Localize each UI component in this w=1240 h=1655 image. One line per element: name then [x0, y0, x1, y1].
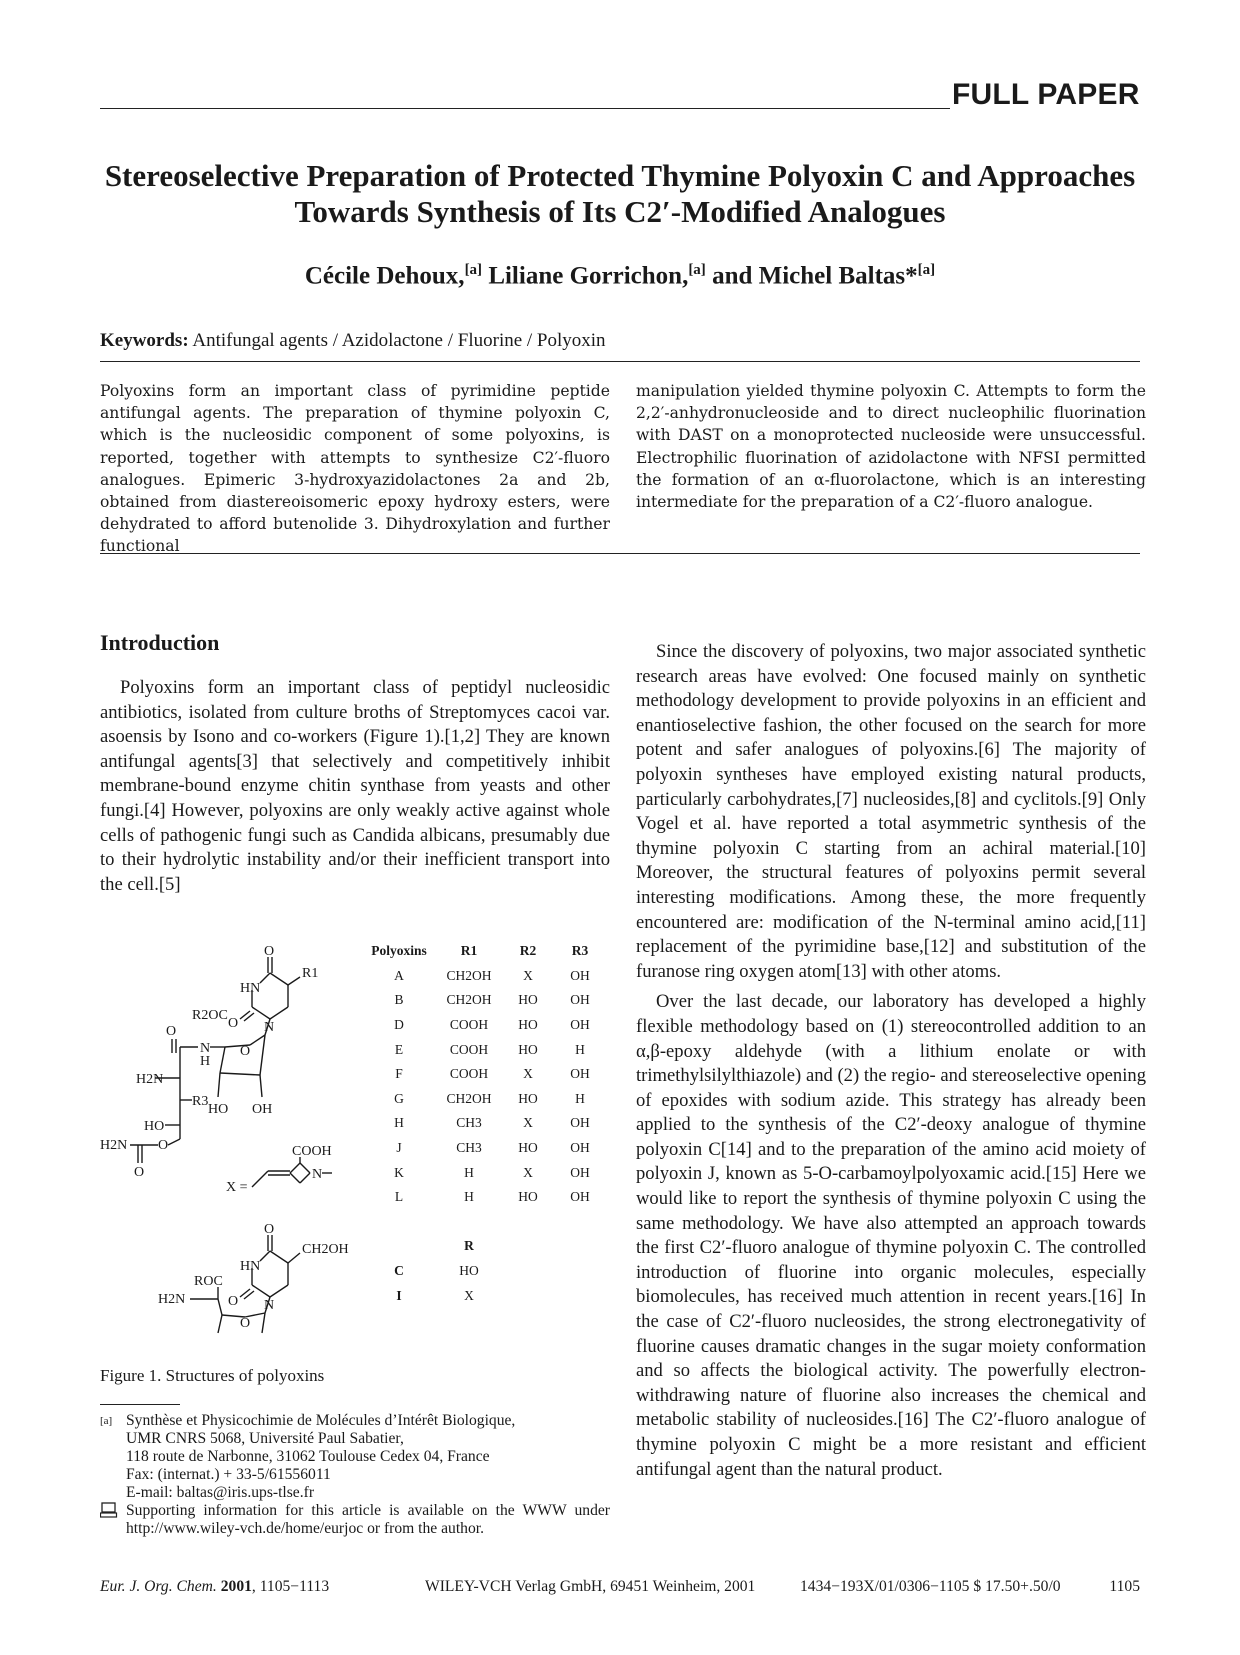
abstract-bottom-rule: [100, 553, 1140, 554]
table-cell: OH: [570, 967, 590, 983]
affiliation-line: E-mail: baltas@iris.ups-tlse.fr: [126, 1484, 315, 1501]
affiliation-line: Synthèse et Physicochimie de Molécules d’Intérêt Biologique,: [126, 1412, 516, 1429]
table-spacer: [362, 1210, 606, 1235]
struct-label: COOH: [292, 1144, 332, 1159]
table-cell: CH3: [456, 1115, 482, 1131]
section-label: FULL PAPER: [952, 78, 1140, 111]
column-header: R2: [519, 943, 537, 959]
table-cell: E: [394, 1041, 404, 1057]
table-cell: CH3: [456, 1140, 482, 1156]
page-number: 1105: [1109, 1578, 1140, 1595]
table-cell: OH: [570, 1017, 590, 1033]
struct-label: N: [200, 1041, 211, 1056]
column-header: R1: [460, 943, 478, 959]
supporting-info-text: Supporting information for this article is available on the WWW under http://www.wiley-vch.de/home/eurjoc or from the author.: [126, 1502, 610, 1537]
table-cell: HO: [518, 1140, 538, 1156]
struct-label: N: [264, 1020, 275, 1035]
table-cell: OH: [570, 1164, 590, 1180]
table-cell: C: [394, 1263, 404, 1279]
struct-label: O: [158, 1138, 169, 1153]
table-cell: F: [395, 1066, 403, 1082]
affiliation-line: 118 route de Narbonne, 31062 Toulouse Cedex 04, France: [126, 1448, 490, 1465]
table-row: [362, 1259, 606, 1284]
table-cell: HO: [518, 1090, 538, 1106]
table-row: [362, 1062, 606, 1087]
body-column-left: [100, 676, 610, 897]
table-row: [362, 988, 606, 1013]
author-list: [100, 262, 1140, 290]
table-row: [362, 1087, 606, 1112]
table-row: [362, 1111, 606, 1136]
table-cell: B: [394, 992, 404, 1008]
column-header: R3: [571, 943, 589, 959]
struct-label: O: [264, 944, 275, 959]
table-cell: COOH: [449, 1041, 489, 1057]
affiliation-footnote: [100, 1412, 610, 1502]
computer-icon: [100, 1502, 126, 1538]
struct-label: N: [312, 1167, 323, 1182]
table-row: [362, 1013, 606, 1038]
struct-label: O: [228, 1294, 239, 1309]
table-cell: CH2OH: [446, 1090, 492, 1106]
table-cell: H: [575, 1041, 585, 1057]
table-cell: G: [394, 1090, 404, 1106]
issn: 1434−193X/01/0306−1105 $ 17.50+.50/0: [800, 1578, 1061, 1595]
table-cell: HO: [518, 1041, 538, 1057]
struct-label: O: [240, 1316, 251, 1331]
struct-label: R3: [192, 1094, 209, 1109]
struct-label: N: [264, 1298, 275, 1313]
struct-label: O: [228, 1016, 239, 1031]
journal-pages: , 1105−1113: [251, 1578, 330, 1595]
polyoxin-table: [362, 939, 606, 1308]
table-cell: X: [464, 1287, 474, 1303]
table-header-row: [362, 1234, 606, 1259]
keywords: [100, 330, 606, 352]
journal-name: Eur. J. Org. Chem.: [100, 1578, 217, 1595]
struct-label: O: [264, 1222, 275, 1237]
keywords-text: Antifungal agents / Azidolactone / Fluorine / Polyoxin: [192, 330, 606, 351]
struct-label: H: [200, 1054, 211, 1069]
table-cell: H: [394, 1115, 404, 1131]
journal-citation: [100, 1578, 329, 1596]
author-name: and Michel Baltas*: [712, 262, 918, 290]
table-row: [362, 1037, 606, 1062]
table-cell: OH: [570, 1140, 590, 1156]
table-header-row: [362, 939, 606, 964]
struct-label: R1: [302, 966, 319, 981]
struct-label: H2N: [100, 1138, 128, 1153]
abstract-top-rule: [100, 361, 1140, 362]
table-cell: X: [523, 1115, 533, 1131]
table-cell: H: [464, 1164, 474, 1180]
struct-label: O: [166, 1024, 177, 1039]
paper-title: Stereoselective Preparation of Protected Thymine Polyoxin C and Approaches Towards Synthesis of Its C2′-Modified Analogues: [104, 158, 1136, 229]
struct-label: O: [240, 1044, 251, 1059]
footnote-rule: [100, 1404, 180, 1405]
table-cell: OH: [570, 992, 590, 1008]
table-row: [362, 1136, 606, 1161]
footnote-mark: [a]: [100, 1415, 113, 1427]
table-cell: I: [396, 1287, 402, 1303]
figure-1: [100, 935, 620, 1335]
table-cell: L: [394, 1189, 404, 1205]
table-row: [362, 964, 606, 989]
table-cell: CH2OH: [446, 992, 492, 1008]
struct-label: HN: [240, 981, 261, 996]
affiliation-line: Fax: (internat.) + 33-5/61556011: [126, 1466, 331, 1483]
affiliation-line: UMR CNRS 5068, Université Paul Sabatier,: [126, 1430, 404, 1447]
journal-year: 2001: [220, 1578, 252, 1595]
author-name: Cécile Dehoux,: [304, 262, 465, 290]
publisher: WILEY-VCH Verlag GmbH, 69451 Weinheim, 2001: [425, 1578, 756, 1595]
figure-caption: Figure 1. Structures of polyoxins: [100, 1366, 325, 1385]
table-cell: OH: [570, 1115, 590, 1131]
table-cell: COOH: [449, 1066, 489, 1082]
paragraph: Polyoxins form an important class of peptidyl nucleosidic antibiotics, isolated from culture broths of Streptomyces cacoi var. asoensis by Isono and co-workers (Figure 1).[1,2] They are known antifungal agents[3] that selectively and competitively inhibit membrane-bound enzyme chitin synthase from yeasts and other fungi.[4] However, polyoxins are only weakly active against whole cells of pathogenic fungi such as Candida albicans, presumably due to their hydrolytic instability and/or their inefficient transport into the cell.[5]: [100, 677, 610, 895]
abstract-left: Polyoxins form an important class of pyrimidine peptide antifungal agents. The preparation of thymine polyoxin C, which is the nucleosidic component of some polyoxins, is reported, together with attempts to synthesize C2′-fluoro analogues. Epimeric 3-hydroxyazidolactones 2a and 2b, obtained from diastereoisomeric epoxy hydroxy esters, were dehydrated to afford butenolide 3. Dihydroxylation and further functional: [100, 382, 610, 556]
paragraph: Since the discovery of polyoxins, two major associated synthetic research areas have evolved: One focused mainly on synthetic methodology development to provide polyoxins in an efficient and enantioselective fashion, the other focused on the search for more potent and safer analogues of polyoxins.[6] The majority of polyoxin syntheses have employed existing natural products, particularly carbohydrates,[7] nucleosides,[8] and cyclitols.[9] Only Vogel et al. have reported a total asymmetric synthesis of the thymine polyoxin C starting from an achiral material.[10] Moreover, the structural features of polyoxins permit several interesting modifications. Among these, the more frequently encountered are: modification of the N-terminal amino acid,[11] replacement of the pyrimidine base,[12] and substitution of the furanose ring oxygen atom[13] with other atoms.: [636, 641, 1146, 982]
paragraph: Over the last decade, our laboratory has developed a highly flexible methodology based on (1) stereocontrolled addition to an α,β-epoxy aldehyde (with a lithium enolate or with trimethylsilylthiazole) and (2) the regio- and stereoselective opening of epoxides with sodium azide. This strategy has already been applied to the synthesis of the C2′-deoxy analogue of thymine polyoxin C[14] and to the preparation of the amino acid moiety of polyoxin J, known as 5-O-carbamoylpolyoxamic acid.[15] Here we would like to report the synthesis of thymine polyoxin C using the same methodology. We have also attempted an approach towards the first C2′-fluoro analogue of thymine polyoxin C. The controlled introduction of fluorine into organic molecules, especially biomolecules, has received much attention in recent years.[16] In the case of C2′-fluoro nucleosides, the strong electronegativity of fluorine causes dramatic changes in the sugar moiety conformation and so affects the biological activity. The powerfully electron-withdrawing nature of fluorine also increases the chemical and metabolic stability of nucleosides.[16] The C2′-fluoro analogue of thymine polyoxin C might be a more resistant and efficient antifungal agent than the natural product.: [636, 991, 1146, 1480]
author-name: Liliane Gorrichon,: [488, 262, 689, 290]
struct-label: OH: [252, 1102, 273, 1117]
table-cell: X: [523, 1066, 533, 1082]
table-cell: COOH: [449, 1017, 489, 1033]
column-header: Polyoxins: [371, 943, 427, 959]
table-cell: HO: [518, 1189, 538, 1205]
table-cell: A: [394, 967, 404, 983]
polyoxin-structures: [100, 935, 360, 1335]
supporting-info-footnote: [100, 1502, 610, 1538]
section-heading: Introduction: [100, 630, 220, 655]
struct-label: HO: [208, 1102, 229, 1117]
table-row: [362, 1283, 606, 1308]
table-cell: J: [396, 1140, 402, 1156]
struct-label: HN: [240, 1259, 261, 1274]
table-row: [362, 1185, 606, 1210]
struct-label: O: [134, 1165, 145, 1180]
struct-label: H2N: [158, 1292, 186, 1307]
table-cell: H: [464, 1189, 474, 1205]
table-cell: X: [523, 967, 533, 983]
struct-label: CH2OH: [302, 1242, 349, 1257]
table-row: [362, 1160, 606, 1185]
author-affiliation: [a]: [917, 262, 936, 278]
table-cell: OH: [570, 1189, 590, 1205]
table-cell: HO: [518, 992, 538, 1008]
column-header: R: [464, 1238, 474, 1254]
author-affiliation: [a]: [464, 262, 483, 278]
table-cell: CH2OH: [446, 967, 492, 983]
abstract-right: manipulation yielded thymine polyoxin C. Attempts to form the 2,2′-anhydronucleoside and to direct nucleophilic fluorination with DAST on a monoprotected nucleoside were unsuccessful. Electrophilic fluorination of azidolactone with NFSI permitted the formation of an α-fluorolactone, which is an interesting intermediate for the preparation of a C2′-fluoro analogue.: [636, 382, 1146, 512]
header-rule: [100, 108, 950, 109]
footnotes: [100, 1412, 610, 1538]
table-cell: OH: [570, 1066, 590, 1082]
table-cell: D: [394, 1017, 404, 1033]
table-cell: HO: [459, 1263, 479, 1279]
struct-label: R2OC: [192, 1008, 228, 1023]
struct-label: X =: [226, 1180, 248, 1195]
table-cell: HO: [518, 1017, 538, 1033]
keywords-label: Keywords:: [100, 330, 189, 351]
struct-label: H2N: [136, 1072, 164, 1087]
author-affiliation: [a]: [688, 262, 706, 278]
struct-label: ROC: [194, 1274, 223, 1289]
table-cell: H: [575, 1090, 585, 1106]
table-cell: K: [394, 1164, 404, 1180]
table-cell: X: [523, 1164, 533, 1180]
struct-label: HO: [144, 1119, 165, 1134]
body-column-right: [636, 640, 1146, 1482]
